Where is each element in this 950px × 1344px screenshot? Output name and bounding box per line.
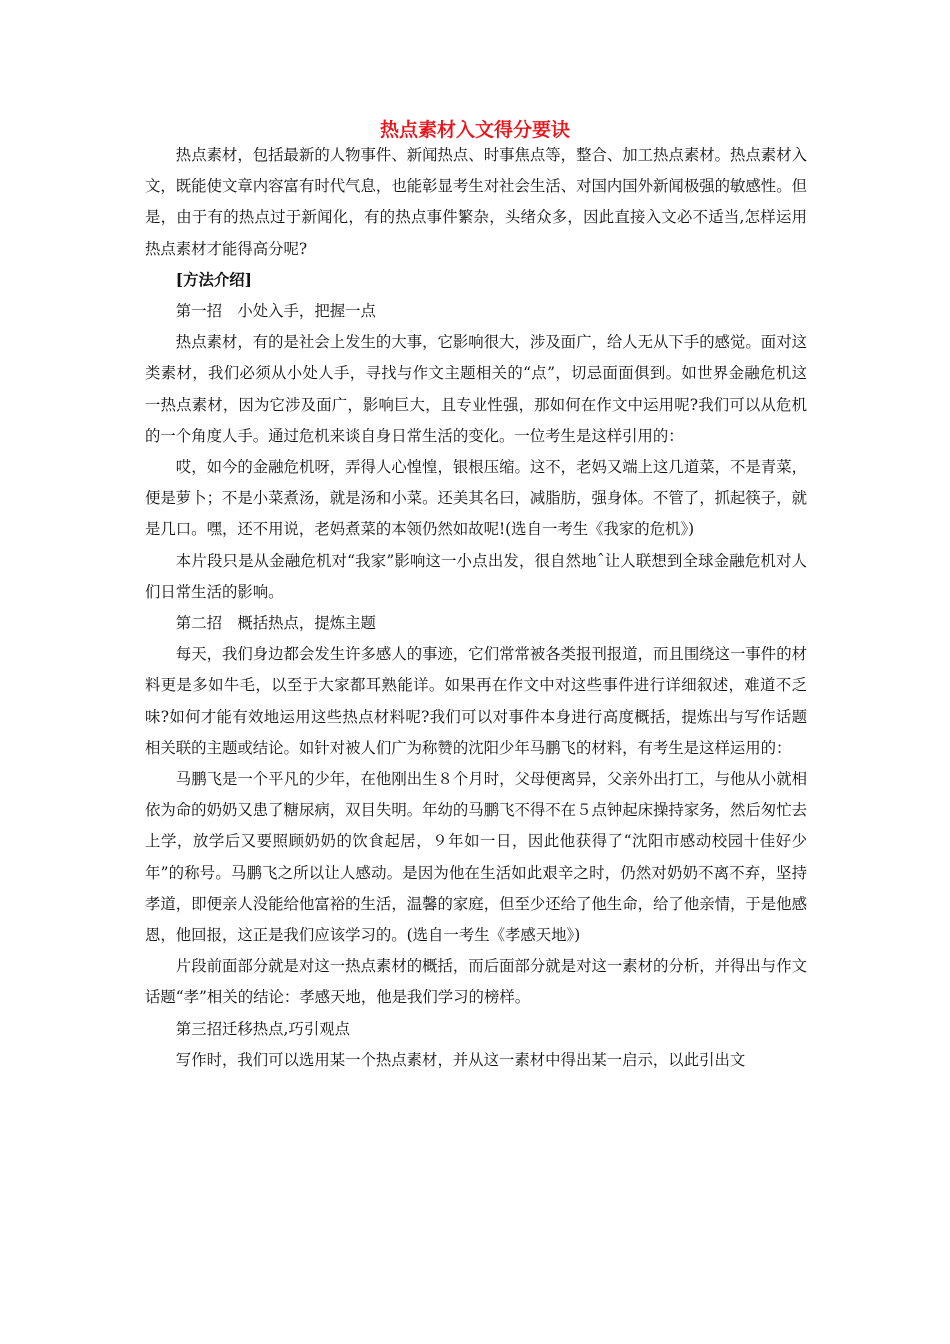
document-title: 热点素材入文得分要诀 [379, 119, 570, 141]
section-heading-methods: [方法介绍] [175, 270, 252, 289]
method-two-example: 马鹏飞是一个平凡的少年，在他刚出生８个月时，父母便离异，父亲外出打工，与他从小就相依为命的奶奶又患了糖尿病，双目失明。年幼的马鹏飞不得不在５点钟起床操持家务，然后匆忙去上学，放学后又要照顾奶奶的饮食起居，９年如一日，因此他获得了“沈阳市感动校园十佳好少年”的称号。马鹏飞之所以让人感动。是因为他在生活如此艰辛之时，仍然对奶奶不离不弃，坚持孝道，即便亲人没能给他富裕的生活，温馨的家庭，但至少还给了他生命，给了他亲情，于是他感恩，他回报，这正是我们应该学习的。(选自一考生《孝感天地》) [145, 770, 807, 945]
method-three-heading: 第三招迁移热点,巧引观点 [175, 1019, 350, 1038]
method-one-heading: 第一招 小处入手，把握一点 [175, 302, 376, 321]
method-two-heading: 第二招 概括热点，提炼主题 [175, 614, 376, 633]
document-body [145, 140, 807, 1076]
method-two-paragraph: 每天，我们身边都会发生许多感人的事迹，它们常常被各类报刊报道，而且围绕这一事件的材料更是多如牛毛，以至于大家都耳熟能详。如果再在作文中对这些事件进行详细叙述，难道不乏味?如何才能有效地运用这些热点材料呢?我们可以对事件本身进行高度概括，提炼出与写作话题相关联的主题或结论。如针对被人们广为称赞的沈阳少年马鹏飞的材料，有考生是这样运用的： [145, 645, 807, 757]
method-three-paragraph: 写作时，我们可以选用某一个热点素材，并从这一素材中得出某一启示，以此引出文 [175, 1050, 746, 1069]
method-one-example: 哎，如今的金融危机呀，弄得人心惶惶，银根压缩。这不，老妈又端上这几道菜，不是青菜，便是萝卜；不是小菜煮汤，就是汤和小菜。还美其名曰，减脂肪，强身体。不管了，抓起筷子，就是几口。嘿，还不用说，老妈煮菜的本领仍然如故呢!(选自一考生《我家的危机》) [145, 458, 807, 539]
method-one-analysis: 本片段只是从金融危机对“我家”影响这一小点出发，很自然地ˆ让人联想到全球金融危机对人们日常生活的影响。 [145, 551, 807, 601]
method-two-analysis: 片段前面部分就是对这一热点素材的概括，而后面部分就是对这一素材的分析，并得出与作文话题“孝”相关的结论：孝感天地，他是我们学习的榜样。 [145, 957, 807, 1007]
intro-paragraph: 热点素材，包括最新的人物事件、新闻热点、时事焦点等，整合、加工热点素材。热点素材入文，既能使文章内容富有时代气息，也能彰显考生对社会生活、对国内国外新闻极强的敏感性。但是，由于有的热点过于新闻化，有的热点事件繁杂，头绪众多，因此直接入文必不适当,怎样运用热点素材才能得高分呢? [145, 146, 807, 258]
method-one-paragraph: 热点素材，有的是社会上发生的大事，它影响很大，涉及面广，给人无从下手的感觉。面对这类素材，我们必须从小处人手，寻找与作文主题相关的“点”，切忌面面俱到。如世界金融危机这一热点素材，因为它涉及面广，影响巨大，且专业性强，那如何在作文中运用呢?我们可以从危机的一个角度人手。通过危机来谈自身日常生活的变化。一位考生是这样引用的： [145, 333, 807, 445]
